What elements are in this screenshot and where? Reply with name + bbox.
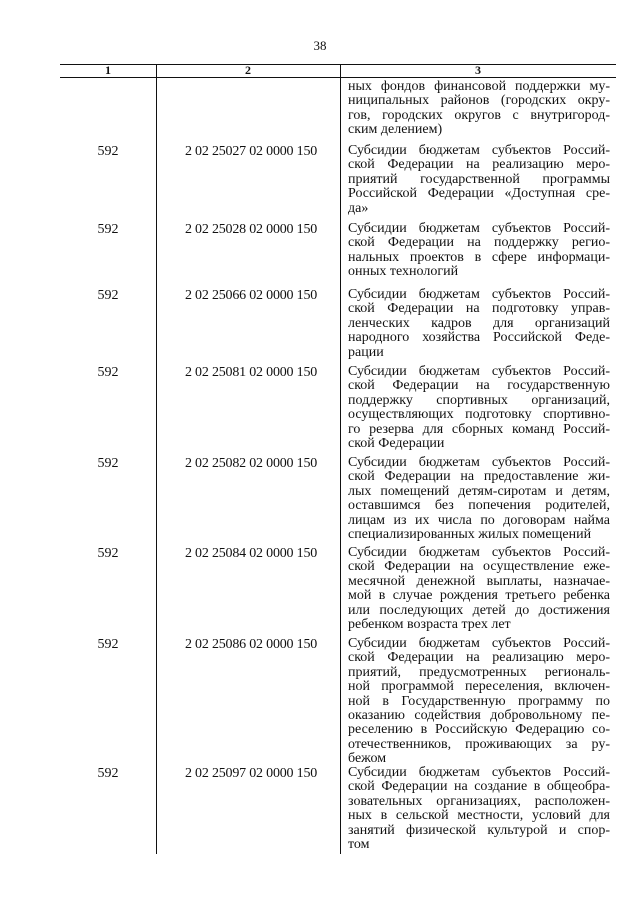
description-line: оказанию содействия добровольному пе- [348,708,610,724]
description-line: мой в случае рождения третьего ребенка [348,588,610,604]
row-kbk: 2 02 25027 02 0000 150 [184,144,318,159]
page-number: 38 [313,38,327,53]
column-header-2: 2 [245,63,251,77]
description-line: го резерва для сборных команд Россий- [348,421,610,437]
description-line: ребенком возраста трех лет [348,617,511,633]
description-line: ской Федерации на осуществление еже- [348,559,610,575]
row-kbk: 2 02 25082 02 0000 150 [184,456,318,471]
row-description [348,288,610,360]
description-line: бежом [348,751,387,767]
budget-codes-table [60,64,616,854]
row-kbk: 2 02 25028 02 0000 150 [184,222,318,237]
description-line: ской Федерации на реализацию меро- [348,157,610,173]
description-line: рации [348,344,384,360]
description-line: ской Федерации [348,436,445,452]
description-line: ской Федерации на поддержку регио- [348,235,610,251]
description-line: Субсидии бюджетам субъектов Россий- [348,765,610,780]
row-code: 592 [97,144,119,159]
description-line: том [348,837,370,853]
description-line: ных фондов финансовой поддержки му- [348,79,610,94]
description-line: Субсидии бюджетам субъектов Россий- [348,221,610,236]
description-line: Субсидии бюджетам субъектов Россий- [348,287,610,302]
description-line: ных в сельской местности, условий для [348,808,610,824]
row-description [348,637,610,767]
description-line: Субсидии бюджетам субъектов Россий- [348,143,610,158]
description-line: ленческих кадров для организаций [348,315,610,331]
row-kbk: 2 02 25097 02 0000 150 [184,766,318,781]
table-header-border [60,77,616,78]
description-line: поддержку спортивных организаций, [348,392,610,408]
description-line: приятий, предусмотренных региональ- [348,664,610,680]
description-line: занятий физической культурой и спор- [348,822,610,838]
row-code: 592 [97,288,119,303]
description-line: ским делением) [348,122,443,138]
description-line: Российской Федерации «Доступная сре- [348,186,610,202]
description-line: ской Федерации на предоставление жи- [348,469,610,485]
row-kbk: 2 02 25084 02 0000 150 [184,546,318,561]
description-line: Субсидии бюджетам субъектов Россий- [348,455,610,470]
column-header-1: 1 [105,63,111,77]
description-line: ской Федерации на реализацию меро- [348,650,610,666]
description-line: или последующих детей до достижения [348,602,610,618]
row-description [348,80,610,138]
row-code: 592 [97,456,119,471]
description-line: ской Федерации на подготовку управ- [348,301,610,317]
row-description [348,365,610,451]
description-line: Субсидии бюджетам субъектов Россий- [348,364,610,379]
row-description [348,766,610,852]
row-description [348,222,610,280]
row-description [348,456,610,542]
row-code: 592 [97,766,119,781]
column-divider-1 [156,64,157,854]
description-line: месячной денежной выплаты, назначае- [348,573,610,589]
description-line: лых помещений детям-сиротам и детям, [348,483,610,499]
description-line: нальных проектов в сфере информаци- [348,249,610,265]
row-code: 592 [97,546,119,561]
description-line: осуществляющих подготовку спортивно- [348,407,610,423]
description-line: народного хозяйства Российской Феде- [348,330,610,346]
row-code: 592 [97,637,119,652]
description-line: лицам из их числа по договорам найма [348,512,610,528]
row-kbk: 2 02 25066 02 0000 150 [184,288,318,303]
description-line: ской Федерации на создание в общеобра- [348,779,610,795]
row-code: 592 [97,365,119,380]
description-line: ной программой переселения, включен- [348,679,610,695]
description-line: да» [348,200,369,216]
description-line: ниципальных районов (городских окру- [348,93,610,109]
description-line: Субсидии бюджетам субъектов Россий- [348,636,610,651]
column-header-3: 3 [475,63,481,77]
description-line: приятий государственной программы [348,171,610,187]
column-divider-2 [340,64,341,854]
description-line: реселению в Российскую Федерацию со- [348,722,610,738]
row-description [348,144,610,216]
description-line: специализированных жилых помещений [348,527,592,543]
row-kbk: 2 02 25081 02 0000 150 [184,365,318,380]
description-line: отечественников, проживающих за ру- [348,736,610,752]
row-code: 592 [97,222,119,237]
description-line: оставшимся без попечения родителей, [348,498,610,514]
description-line: Субсидии бюджетам субъектов Россий- [348,545,610,560]
description-line: ской Федерации на государственную [348,378,610,394]
row-kbk: 2 02 25086 02 0000 150 [184,637,318,652]
description-line: зовательных организациях, расположен- [348,793,610,809]
row-description [348,546,610,632]
description-line: ной в Государственную программу по [348,693,610,709]
description-line: гов, городских округов с внутригород- [348,107,610,123]
description-line: онных технологий [348,264,459,280]
